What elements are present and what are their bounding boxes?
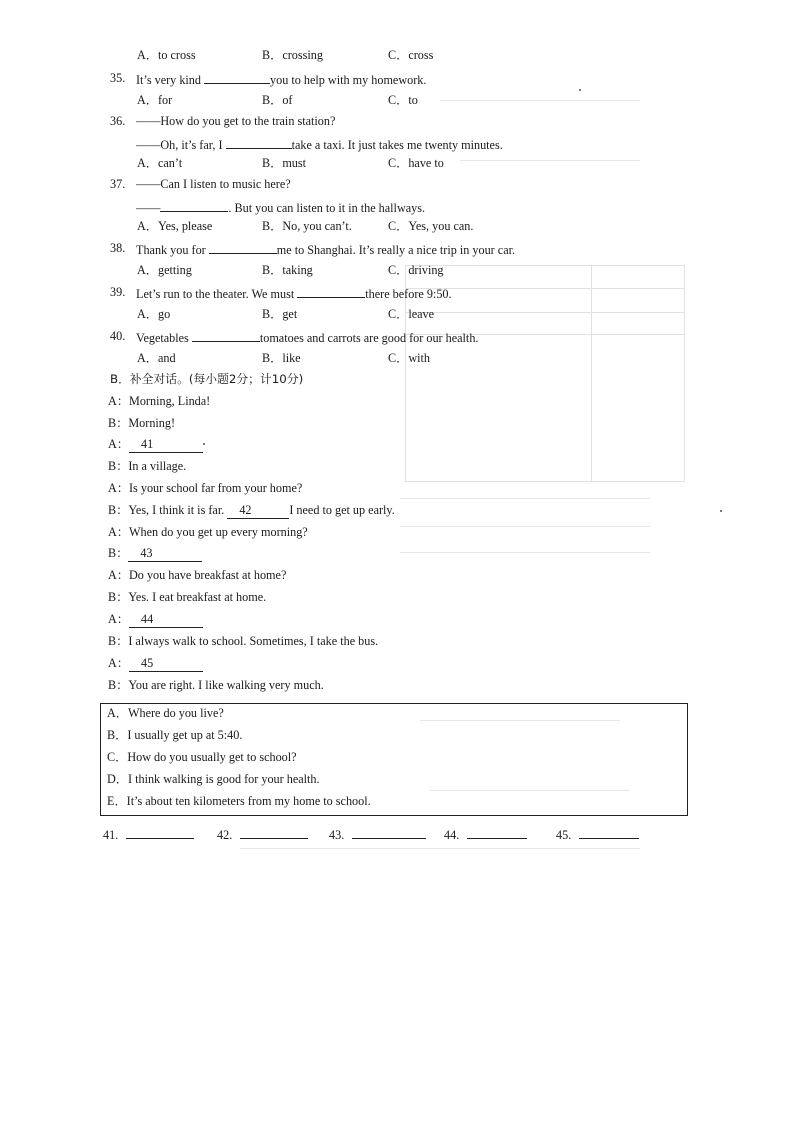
dialogue-line-5: A：Is your school far from your home? — [108, 481, 303, 495]
choices-box — [100, 703, 688, 816]
dialogue-line-10: B：Yes. I eat breakfast at home. — [108, 590, 267, 604]
q36-option-b: B．must — [262, 156, 307, 170]
q37-number: 37. — [110, 177, 126, 191]
q35-number: 35. — [110, 71, 126, 85]
answer-slot-44: 44. — [444, 826, 527, 843]
q39-number: 39. — [110, 285, 126, 299]
dialogue-line-2: B：Morning! — [108, 416, 176, 430]
dialogue-line-8: B： 43 — [108, 546, 202, 562]
dialogue-line-12: B：I always walk to school. Sometimes, I take the bus. — [108, 634, 379, 648]
dialogue-line-9: A：Do you have breakfast at home? — [108, 568, 287, 582]
q40-option-a: A．and — [137, 351, 176, 365]
blank-41: 41 — [129, 437, 203, 453]
q37-stem: —— . But you can listen to it in the hallways. — [136, 201, 426, 215]
blank-44: 44 — [129, 612, 203, 628]
scan-speck — [579, 89, 581, 91]
dialogue-line-14: B：You are right. I like walking very much. — [108, 678, 324, 692]
q35-option-c: C．to — [388, 93, 418, 107]
q36-number: 36. — [110, 114, 126, 128]
dialogue-line-7: A：When do you get up every morning? — [108, 525, 308, 539]
q40-option-b: B．like — [262, 351, 301, 365]
q35-option-a: A．for — [137, 93, 173, 107]
answer-slot-42: 42. — [217, 826, 308, 843]
q35-stem: It’s very kind you to help with my homework. — [136, 73, 427, 87]
q36-blank — [226, 136, 292, 149]
q37-option-c: C．Yes, you can. — [388, 219, 474, 233]
q36-option-c: C．have to — [388, 156, 444, 170]
q39-stem: Let’s run to the theater. We must there before 9:50. — [136, 287, 452, 301]
q37-option-a: A．Yes, please — [137, 219, 213, 233]
answer-slot-41: 41. — [103, 826, 194, 843]
dialogue-line-1: A：Morning, Linda! — [108, 394, 211, 408]
choice-d: D．I think walking is good for your health. — [107, 772, 320, 786]
q40-option-c: C．with — [388, 351, 430, 365]
q38-option-a: A．getting — [137, 263, 192, 277]
q35-option-b: B．of — [262, 93, 293, 107]
choice-c: C．How do you usually get to school? — [107, 750, 297, 764]
blank-42: 42 — [227, 503, 289, 519]
q40-stem: Vegetables tomatoes and carrots are good for our health. — [136, 331, 479, 345]
q38-option-c: C．driving — [388, 263, 444, 277]
q34-option-b: B．crossing — [262, 48, 323, 62]
choice-a: A．Where do you live? — [107, 706, 224, 720]
q40-blank — [192, 329, 260, 342]
dialogue-line-11: A： 44 — [108, 612, 203, 628]
q37-line1: ——Can I listen to music here? — [136, 177, 291, 191]
q38-blank — [209, 241, 277, 254]
section-b-title: B．补全对话。(每小题2分；计10分) — [110, 372, 304, 386]
q34-option-c: C．cross — [388, 48, 434, 62]
q38-number: 38. — [110, 241, 126, 255]
q36-option-a: A．can’t — [137, 156, 183, 170]
q36-stem: ——Oh, it’s far, I take a taxi. It just takes me twenty minutes. — [136, 138, 503, 152]
blank-43: 43 — [128, 546, 202, 562]
q37-option-b: B．No, you can’t. — [262, 219, 352, 233]
blank-45: 45 — [129, 656, 203, 672]
q40-number: 40. — [110, 329, 126, 343]
q36-line1: ——How do you get to the train station? — [136, 114, 336, 128]
q39-option-c: C．leave — [388, 307, 435, 321]
q38-option-b: B．taking — [262, 263, 313, 277]
scan-speck — [203, 443, 205, 445]
dialogue-line-4: B：In a village. — [108, 459, 187, 473]
answer-slot-45: 45. — [556, 826, 639, 843]
q34-option-a: A．to cross — [137, 48, 196, 62]
choice-b: B．I usually get up at 5:40. — [107, 728, 243, 742]
q39-option-a: A．go — [137, 307, 171, 321]
q39-blank — [297, 285, 365, 298]
dialogue-line-13: A： 45 — [108, 656, 203, 672]
answer-slot-43: 43. — [329, 826, 426, 843]
dialogue-line-3: A： 41 — [108, 437, 203, 453]
scan-speck — [720, 510, 722, 512]
q37-blank — [160, 199, 228, 212]
q38-stem: Thank you for me to Shanghai. It’s really a nice trip in your car. — [136, 243, 516, 257]
dialogue-line-6: B：Yes, I think it is far. 42 I need to get up early. — [108, 503, 395, 517]
q39-option-b: B．get — [262, 307, 298, 321]
q35-blank — [204, 71, 270, 84]
choice-e: E．It’s about ten kilometers from my home to school. — [107, 794, 371, 808]
